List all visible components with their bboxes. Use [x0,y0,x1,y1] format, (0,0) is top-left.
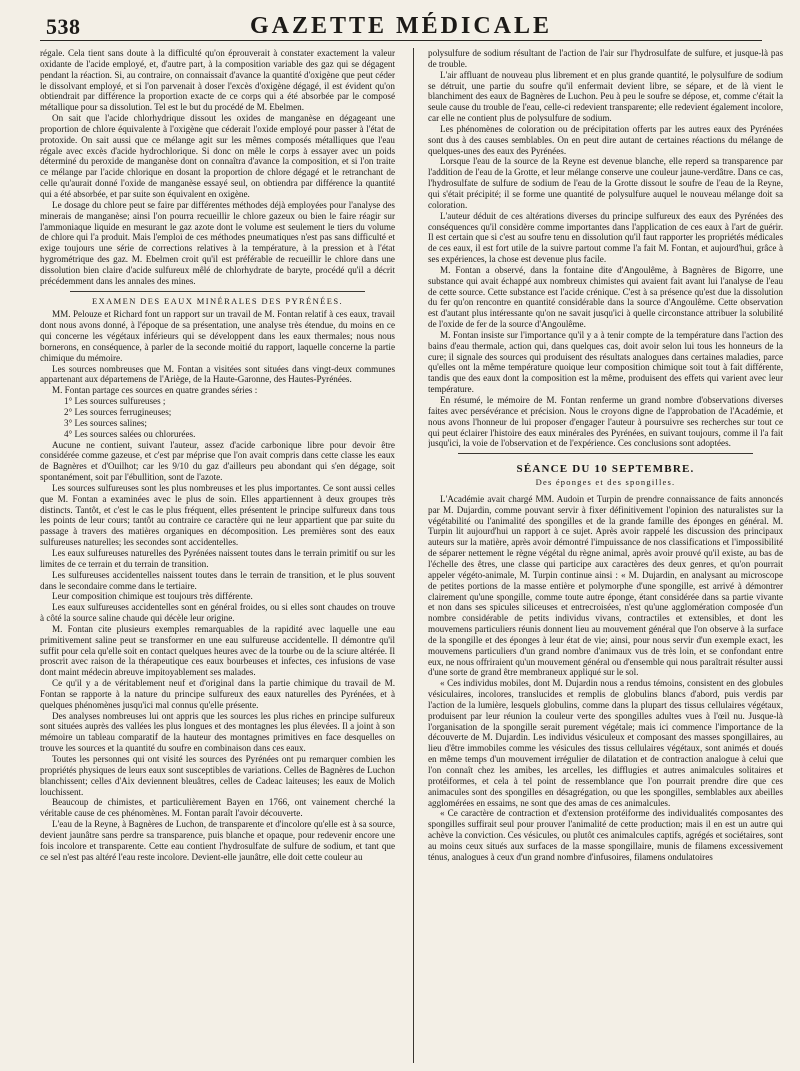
paragraph: MM. Pelouze et Richard font un rapport sur un travail de M. Fontan relatif à ces eaux, travail dont nous avons donné, à l'époque de sa présentation, une analyse très étendue, du moins en ce qui concerne les végétaux inférieurs qui se développent dans les eaux thermales; nous nous bornerons, en conséquence, à parler de la seconde moitié du rapport, laquelle concerne la partie chimique du mémoire. [40,309,395,363]
paragraph: Lorsque l'eau de la source de la Reyne est devenue blanche, elle reperd sa transparence par l'addition de l'eau de la Grotte, et leur mélange conserve une couleur jaune-verdâtre. Dans ce cas, l'hydrosulfate de sulfure de sodium de l'eau de la Grotte dissout le soufre de l'eau de la Reyne, qui s'était précipité; il se forme une quantité de polysulfure auquel le nouveau mélange doit sa coloration. [428,156,783,210]
paragraph: Les eaux sulfureuses naturelles des Pyrénées naissent toutes dans le terrain primitif ou sur les limites de ce terrain et du terrain de transition. [40,547,395,569]
paragraph: On sait que l'acide chlorhydrique dissout les oxides de manganèse en dégageant une proportion de chlore équivalente à l'oxigène que céderait l'oxide employé pour passer à l'état de protoxide. On sait aussi que ce mélange agit sur les mêmes composés métalliques que l'eau régale avec excès d'acide hydrochlorique. Si donc on mêle le corps à essayer avec un poids déterminé du peroxide de manganèse dont on connaîtra d'avance la composition, et si l'on traite ce mélange par l'acide chlorique en dosant la proportion de chlore dégagé et le retranchant de celle qu'aurait donné l'oxide de manganèse essayé seul, on obtiendra par différence la quantité qui a été absorbée, et par suite son équivalent en oxigène. [40,113,395,199]
page-number: 538 [46,14,81,39]
paragraph: polysulfure de sodium résultant de l'action de l'air sur l'hydrosulfate de sulfure, et jusque-là pas de trouble. [428,48,783,69]
page-header [40,10,762,41]
paragraph: L'Académie avait chargé MM. Audoin et Turpin de prendre connaissance de faits annoncés par M. Dujardin, comme pouvant servir à fixer définitivement l'opinion des naturalistes sur la végétabilité ou l'animalité des spongilles et de la grande famille des éponges en général. M. Turpin lit aujourd'hui un rapport à ce sujet. Après avoir rappelé les discussion des principaux auteurs sur la matière, après avoir démontré l'impuissance de nos classifications et l'impossibilité de séparer nettement le règne végétal du règne animal, après avoir prouvé qu'il existe, au bas de l'échelle des êtres, une classe qui participe aux caractères des deux genres, et qu'on pourrait appeler végéto-animale, M. Turpin continue ainsi : « M. Dujardin, en analysant au microscope de petites portions de la masse entière et polymorphe d'une spongille, est arrivé à démontrer clairement qu'une spongille, comme toute autre éponge, étant considérée dans sa partie vivante et non dans ses spicules siliceuses et entrecroisées, n'est qu'une agglomération composée d'un nombre considérable de petits individus vivans, contractiles et extensibles, et dont les mouvemens particuliers réunis donnent lieu au mouvement général que l'on observe à la surface de la spongille et des éponges à leur état de vie; ainsi, pour nous servir d'un exemple exact, les mouvemens particuliers d'un grand nombre d'animaux vus de très loin, et se confondant entre eux, ne nous offriraient qu'un mouvement général ou d'ensemble qui nous paraîtrait résulter aussi d'une sorte de grand être membraneux appliqué sur le sol. [428,493,783,678]
paragraph: Les sulfureuses accidentelles naissent toutes dans le terrain de transition, et le plus souvent dans le secondaire comme dans le tertiaire. [40,569,395,591]
session-subtitle: Des éponges et des spongilles. [535,477,676,488]
section-divider [458,453,753,454]
session-title: SÉANCE DU 10 SEPTEMBRE. [516,463,695,476]
paragraph: Beaucoup de chimistes, et particulièrement Bayen en 1766, ont vainement cherché la véritable cause de ces phénomènes. M. Fontan paraît l'avoir découverte. [40,797,395,819]
left-column [40,48,395,1063]
right-column [428,48,783,1063]
list-item: 2° Les sources ferrugineuses; [64,407,172,417]
paragraph: L'eau de la Reyne, à Bagnères de Luchon, de transparente et d'incolore qu'elle est à sa source, devient jaunâtre sans perdre sa transparence, puis blanche et opaque, pour redevenir encore une fois incolore et transparente. Cette eau contient l'hydrosulfate de sulfure de sodium, et tant que ce sel n'est pas altéré l'eau reste incolore. Devient-elle jaunâtre, elle doit cette couleur au [40,819,395,862]
paragraph: L'auteur déduit de ces altérations diverses du principe sulfureux des eaux des Pyrénées des conséquences qu'il considère comme importantes dans l'application de ces eaux à l'art de guérir. Il est certain que si c'est au soufre tenu en dissolution qu'il faut rapporter les propriétés médicales de ces eaux, il est fort utile de la suivre partout comme l'a fait M. Fontan, et aujourd'hui, grâce à ses expériences, la chose est devenue plus facile. [428,210,783,265]
section-divider [70,291,365,292]
paragraph: Toutes les personnes qui ont visité les sources des Pyrénées ont pu remarquer combien les propriétés physiques de leurs eaux sont susceptibles de variations. Celles de Bagnères de Luchon blanchissent; celles d'Aix deviennent bleuâtres, celles de Cadeac laiteuses; les eaux de Molich louchissent. [40,754,395,797]
paragraph: Les phénomènes de coloration ou de précipitation offerts par les autres eaux des Pyrénées sont dus à des causes semblables. On en peut dire autant de certaines réactions du mélange de quelques-unes des eaux des Pyrénées. [428,123,783,156]
list-item: 4° Les sources salées ou chlorurées. [64,428,196,439]
paragraph: Aucune ne contient, suivant l'auteur, assez d'acide carbonique libre pour devoir être considérée comme gazeuse, et c'est par méprise que l'on avait compris dans cette classe les eaux de Bagnères et d'Ouilhot; car les 9/10 du gaz d'ailleurs peu abondant qui s'en dégage, soit spontanément, soit par l'ébullition, sont de l'azote. [40,439,395,483]
paragraph: En résumé, le mémoire de M. Fontan renferme un grand nombre d'observations diverses faites avec persévérance et précision. Nous le croyons digne de l'approbation de l'Académie, et nous avons l'honneur de lui proposer d'engager l'auteur à poursuivre ses recherches sur tout ce qui peut éclairer l'histoire des eaux minérales des Pyrénées, en suivant toujours, comme il l'a fait jusqu'ici, la voie de l'observation et de l'expérience. Ces conclusions sont adoptées. [428,395,783,449]
paragraph: L'air affluant de nouveau plus librement et en plus grande quantité, le polysulfure de sodium se détruit, une partie du soufre qu'il enfermait devient libre, se sépare, et de là vient le blanchiment des eaux de Bagnères de Luchon. Peu à peu le soufre se dépose, et, comme c'était la seule cause du trouble de l'eau, celle-ci redevient transparente; elle redevient également incolore, car elle ne contient plus de polysulfure de sodium. [428,69,783,124]
paragraph: M. Fontan cite plusieurs exemples remarquables de la rapidité avec laquelle une eau primitivement saline peut se transformer en une eau sulfureuse accidentelle. Il démontre qu'il suffit pour cela qu'elle soit en contact quelques heures avec de la tourbe ou de la sciure altérée. Il proscrit avec raison de la thérapeutique ces eaux bourbeuses et infectes, ces infusions de vase dont maint médecin abreuve impitoyablement ses malades. [40,623,395,678]
paragraph: Les eaux sulfureuses accidentelles sont en général froides, ou si elles sont chaudes on trouve à côté la source saline chaude qui décèle leur origine. [40,602,395,624]
paragraph: Leur composition chimique est toujours très différente. [52,591,253,602]
paragraph: Ce qu'il y a de véritablement neuf et d'original dans la partie chimique du travail de M. Fontan se rapporte à la nature du principe sulfureux des eaux naturelles des Pyrénées, et à quelques phénomènes jusqu'ici mal connus qu'elle présente. [40,678,395,710]
paragraph: « Ce caractère de contraction et d'extension protéiforme des individualités composantes des spongilles suffirait seul pour prouver l'animalité de cette production; mais il en est un autre qui achève la conviction. Ces vésicules, ou plutôt ces animalcules captifs, agrégés et sociétaires, sont au moins ceux situés aux surfaces de la masse spongillaire, munis de filamens excessivement ténus, analogues à ceux d'un grand nombre d'infusoires, filamens ondulatoires [428,808,783,862]
column-divider [413,48,414,1063]
list-item: 3° Les sources salines; [64,417,147,428]
journal-title: GAZETTE MÉDICALE [249,13,553,39]
paragraph: Les sources nombreuses que M. Fontan a visitées sont situées dans vingt-deux communes appartenant aux départemens de l'Ariège, de la Haute-Garonne, des Hautes-Pyrénées. [40,363,395,385]
paragraph: M. Fontan partage ces sources en quatre grandes séries : [52,385,258,396]
paragraph: M. Fontan a observé, dans la fontaine dite d'Angoulême, à Bagnères de Bigorre, une substance qui avait échappé aux nombreux chimistes qui avaient fait avant lui l'analyse de l'eau de cette source. Cette substance est l'acide crénique. C'est à sa présence qu'est due la dissolution du fer qu'on rencontre en quantité considérable dans la source d'Angoulême. Cette observation est d'autant plus intéressante qu'on ne savait jusqu'ici à quelle circonstance attribuer la solubilité de l'oxide de fer de la source d'Angoulême. [428,264,783,330]
section-title: EXAMEN DES EAUX MINÉRALES DES PYRÉNÉES. [91,295,344,306]
list-item: 1° Les sources sulfureuses ; [64,396,166,407]
paragraph: M. Fontan insiste sur l'importance qu'il y a à tenir compte de la température dans l'action des bains d'eau thermale, action qui, dans quelques cas, doit avoir selon lui tous les honneurs de la cure; il signale des sources qui produisent des résultats analogues dans certaines maladies, parce qu'elles ont la même température quoique leur composition chimique soit tout à fait différente, tandis que des eaux dont la composition est la même, produisent des effets qui varient avec leur température. [428,329,783,395]
paragraph: Des analyses nombreuses lui ont appris que les sources les plus riches en principe sulfureux sont situées auprès des vallées les plus longues et des montagnes les plus élevées. Il a joint à son mémoire un tableau comparatif de la hauteur des montagnes primitives en face desquelles on trouve les sources et la quantité du soufre en combinaison dans ces eaux. [40,710,395,754]
paragraph: Le dosage du chlore peut se faire par différentes méthodes déjà employées pour l'analyse des minerais de manganèse; ainsi l'on pourra recueillir le chlore gazeux ou bien le faire réagir sur l'ammoniaque liquide en mesurant le gaz azote dont le volume est seulement le tiers du volume de chlore qui l'a produit. Mais l'emploi de ces méthodes pneumatiques n'est pas sans difficulté et exige toujours une série de corrections relatives à la température, à la pression et à l'état hygrométrique des gaz. M. Ebelmen croit qu'il est préférable de recueillir le chlore dans une dissolution bien claire d'acide sulfureux mêlé de chlorhydrate de baryte, procédé qu'il a décrit précédemment dans les annales des mines. [40,199,395,286]
paragraph: Les sources sulfureuses sont les plus nombreuses et les plus importantes. Ce sont aussi celles que M. Fontan a examinées avec le plus de soin. Elles appartiennent à deux groupes très distincts. Tantôt, et c'est le cas le plus fréquent, elles présentent le principe sulfureux dans tous les points de leur cours; tantôt au contraire ce caractère qui ne leur appartient que par suite du passage à travers des matières organiques en décomposition. Les premières sont des eaux sulfureuses naturelles; les secondes sont accidentelles. [40,482,395,548]
paragraph: régale. Cela tient sans doute à la difficulté qu'on éprouverait à constater exactement la valeur oxidante de l'acide employé, et, d'autre part, à la composition variable des gaz qui se dégagent pendant la réaction. Si, au contraire, on connaissait d'avance la quantité d'oxigène que peut céder le dissolvant employé, et si l'on parvenait à doser l'excès d'oxigène dégagé, il est évident qu'on obtiendrait par différence la proportion exacte de ce corps qui a été absorbée par le composé métallique pour sa dissolution. Tel est le but du procédé de M. Ebelmen. [40,48,395,113]
paragraph: « Ces individus mobiles, dont M. Dujardin nous a rendus témoins, consistent en des globules vésiculaires, incolores, translucides et remplis de globulins blancs d'abord, puis verdis par l'action de la lumière, lesquels globulins, comme dans la plupart des tissus cellulaires végétaux, produisent par leur réunion la couleur verte des spongilles adultes vues à l'œil nu. Jusque-là l'organisation de la spongille serait purement végétale; mais ici commence l'importance de la découverte de M. Dujardin. Les individus vésiculeux et composant des masses spongillaires, au lieu d'être immobiles comme les vésicules des tissus cellulaires végétaux, sont animés et doués en même temps d'un mouvement irrégulier de dilatation et de contraction analogue à celui que l'on connaît chez les amibes, les arcelles, les difflugies et autres animalcules solitaires et protéiformes, et cela à tel point de ressemblance que l'on pourrait prendre dire que ces animacules sont des spongilles en désagrégation, ou que les spongilles, semblables aux abeilles agglomérées en essaims, ne sont que des amas de ces animalcules. [428,678,783,808]
